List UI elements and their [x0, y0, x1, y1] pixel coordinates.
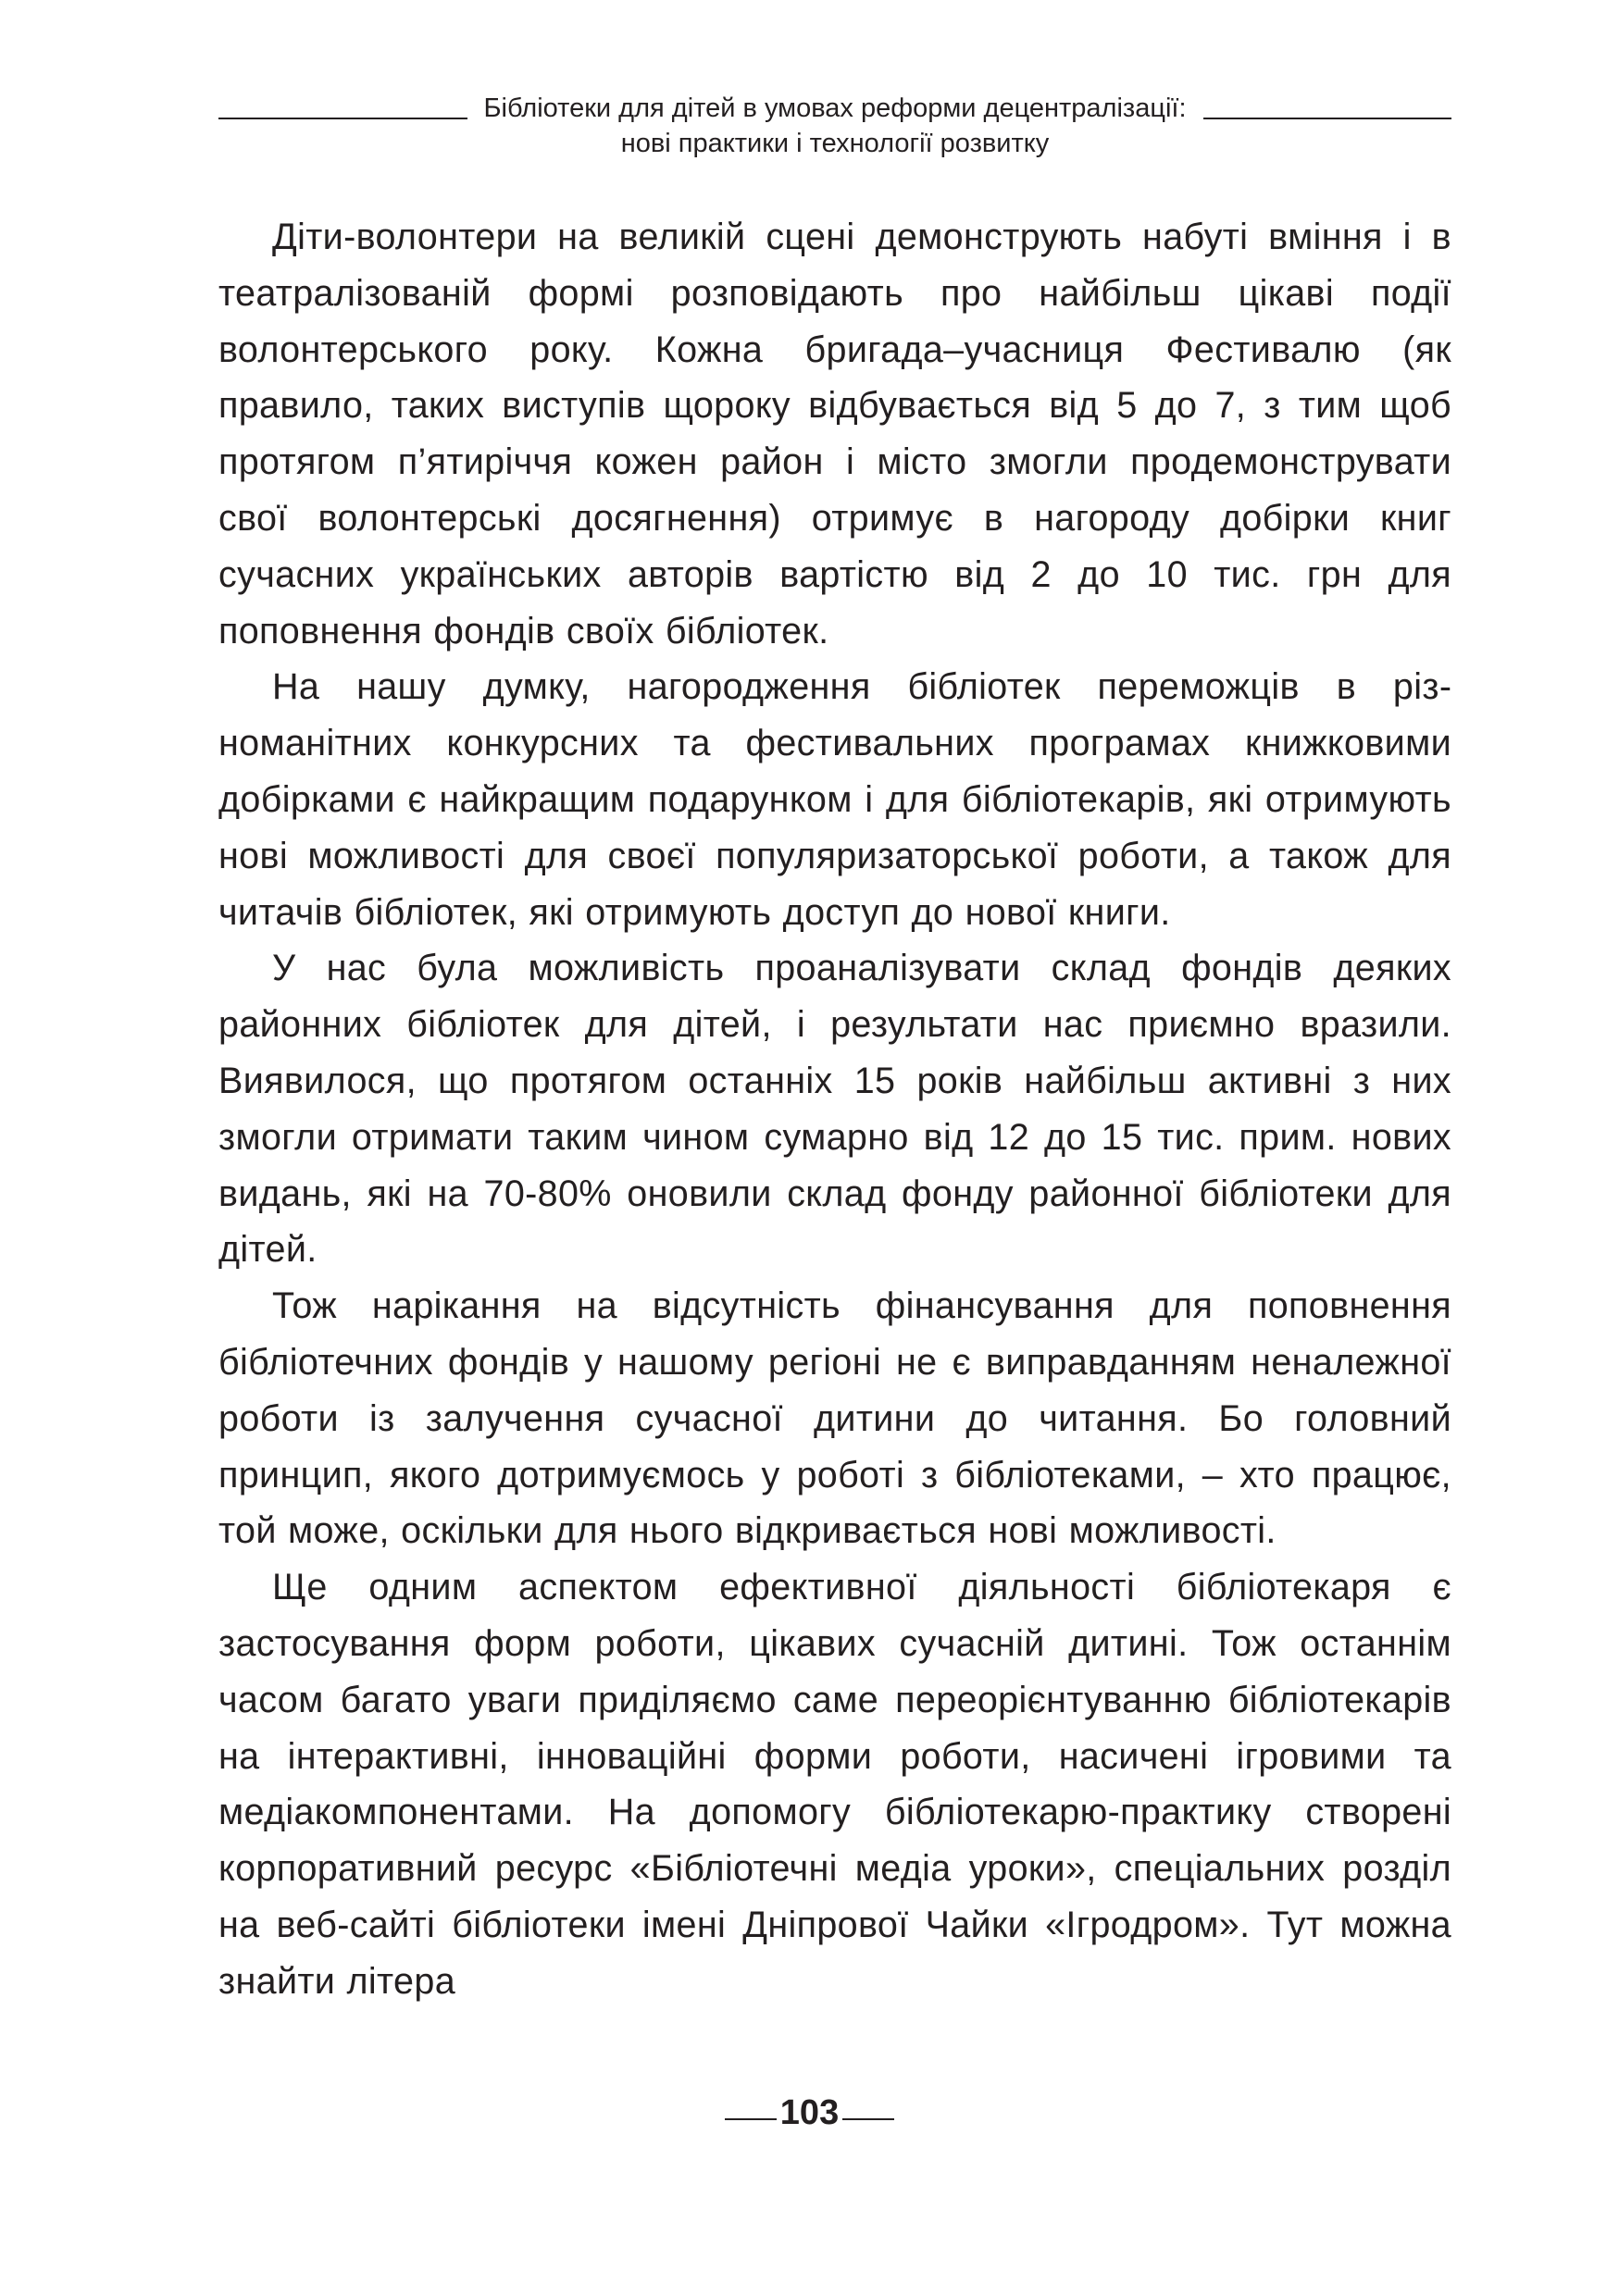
paragraph-1: Діти-волонтери на великій сцені демонструють набуті вміння і в театралізованій формі розповідають про найбільш цікаві події волонтерського року. Кожна бригада–учасниця Фестивалю (як правило, таких виступів щороку відбувається від 5 до 7, з тим щоб протягом п’ятиріччя кожен район і місто змогли продемонструвати свої волонтерські досягнення) отримує в нагороду добірки книг сучасних українських авторів вартістю від 2 до 10 тис. грн для поповнення фондів своїх бібліотек. — [218, 217, 1451, 652]
running-head-subtitle: нові практики і технології розвитку — [620, 129, 1050, 158]
running-head-left-rule — [218, 118, 467, 119]
page-footer — [0, 2093, 1619, 2133]
folio-right-rule — [842, 2118, 894, 2120]
page-number: 103 — [779, 2093, 840, 2132]
folio-left-rule — [725, 2118, 777, 2120]
paragraph-3: У нас була можливість проаналізувати склад фондів деяких районних бібліотек для дітей, і результати нас приємно вразили. Виявилося, що протягом останніх 15 років найбільш активні з них змогли отримати таким чином сумарно від 12 до 15 тис. прим. нових видань, які на 70-80% оновили склад фонду районної бібліотеки для дітей. — [218, 948, 1451, 1271]
paragraph-4: Тож нарікання на відсутність фінансування для поповнення бібліотечних фондів у нашому регіоні не є виправданням неналежної роботи із залучення сучасної дитини до читання. Бо головний принцип, якого дотримуємось у роботі з бібліотеками, – хто працює, той може, оскільки для нього відкривається нові можливості. — [218, 1285, 1451, 1552]
body-text — [218, 209, 1451, 2010]
paragraph-2: На нашу думку, нагородження бібліотек переможців в різноманітних конкурсних та фестивальних програмах книжковими добірками є найкращим подарунком і для бібліотекарів, які отримують нові можливості для своєї популяризаторської роботи, а також для читачів бібліотек, які отримують доступ до нової книги. — [218, 666, 1451, 933]
running-head — [218, 91, 1451, 161]
running-head-right-rule — [1203, 118, 1452, 119]
paragraph-5: Ще одним аспектом ефективної діяльності бібліотекаря є застосування форм роботи, цікавих сучасній дитині. Тож останнім часом багато уваги приділяємо саме переорієнтуванню бібліотекарів на інтерактивні, інноваційні форми роботи, насичені ігровими та медіакомпонентами. На допомогу бібліотекарю-практику створені корпоративний ресурс «Бібліотечні медіа уроки», спеціальних розділ на веб-сайті бібліотеки імені Дніпрової Чайки «Ігродром». Тут можна знайти літера — [218, 1567, 1451, 2002]
running-head-line-1 — [218, 91, 1451, 126]
running-head-title: Бібліотеки для дітей в умовах реформи децентралізації: — [483, 93, 1187, 123]
running-head-line-2 — [218, 126, 1451, 161]
